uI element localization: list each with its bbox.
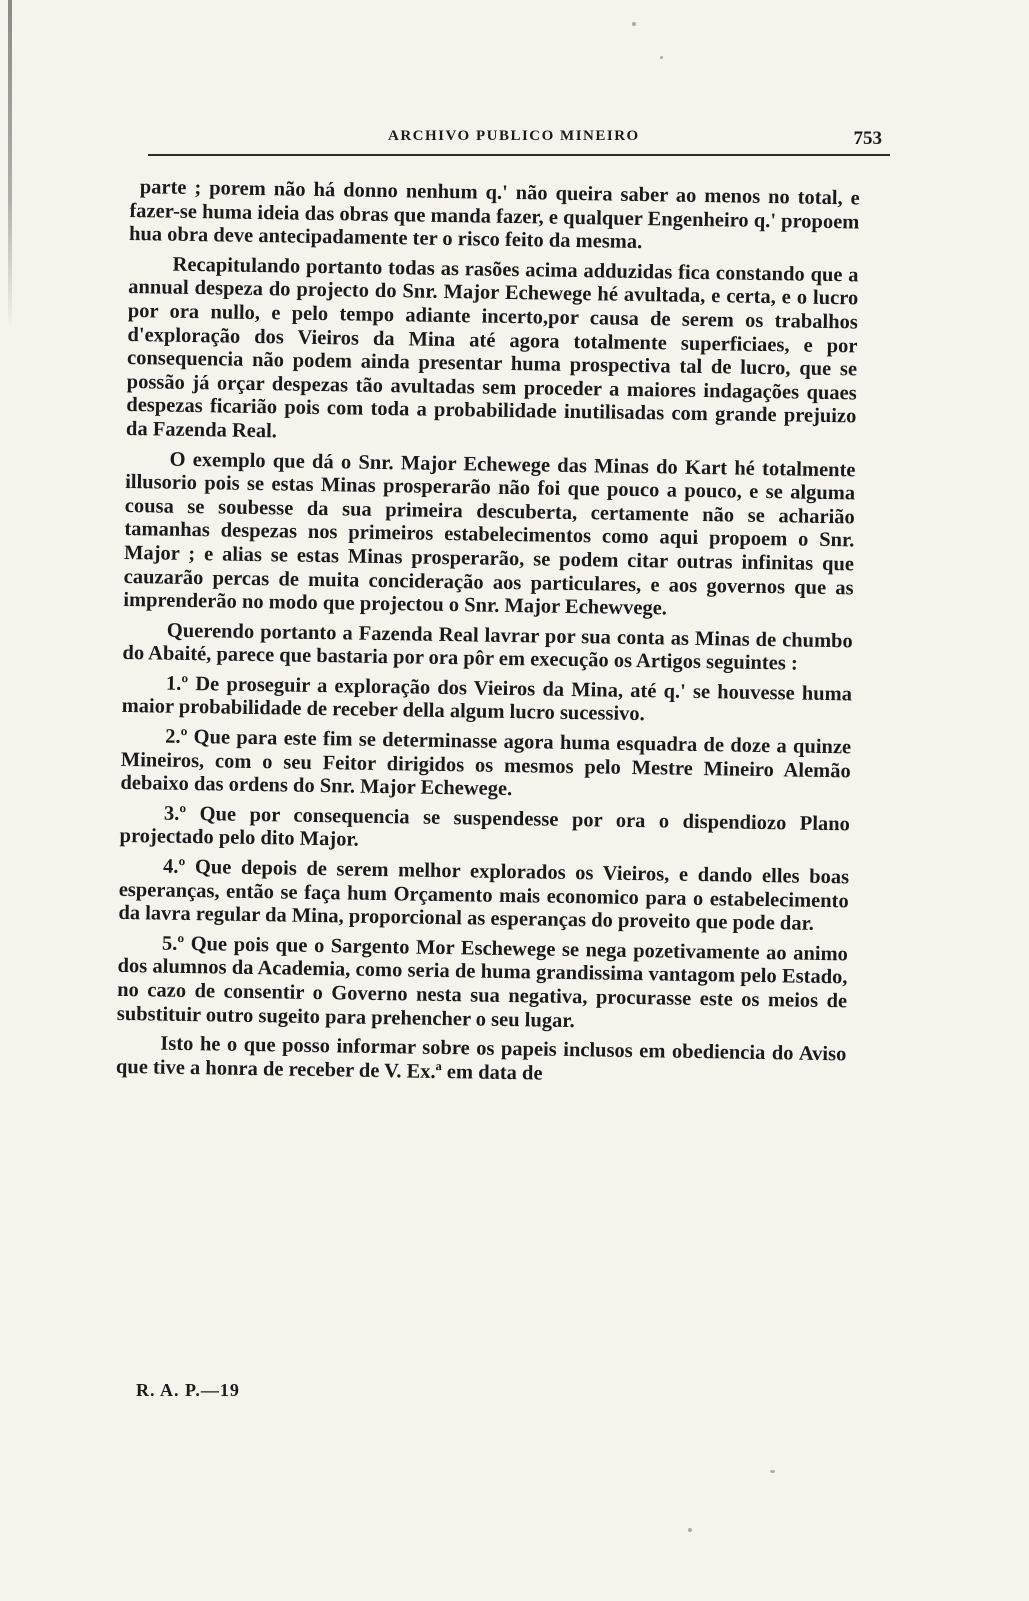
paragraph-recapitulation: Recapitulando portanto todas as rasões acima adduzidas fica constando que a annual despeza do projecto do Snr. Major Echewege hé avultada, e certa, e o lucro por ora nullo, e pelo tempo adiante incerto,por causa de serem os trabalhos d'exploração dos Vieiros da Mina até agora totalmente superficiaes, e por consequencia não podem ainda presentar huma prospectiva tal de lucro, que se possão já orçar despezas tão avultadas sem proceder a maiores indagações quaes despezas ficarião pois com toda a probabilidade inutilisadas com grande prejuizo da Fazenda Real. <box>125 253 859 443</box>
scan-speck <box>688 1528 692 1532</box>
article-5: 5.º Que pois que o Sargento Mor Eschewege se nega pozetivamente ao animo dos alumnos da Academia, como seria de huma grandissima vantagom pelo Estado, no cazo de consentir o Governo nesta sua negativa, procurasse este os meios de substituir outro sugeito para prehencher o seu lugar. <box>116 932 849 1032</box>
article-1: 1.º De proseguir a exploração dos Vieiros da Mina, até q.' se houvesse huma maior probabilidade de receber della algum lucro sucessivo. <box>121 672 853 726</box>
footer-signature: R. A. P.—19 <box>136 1380 240 1400</box>
article-4: 4.º Que depois de serem melhor explorados os Vieiros, e dando elles boas esperanças, então se faça hum Orçamento mais economico para o estabelecimento da lavra regular da Mina, proporcional as esperanças do proveito que pode dar. <box>118 855 850 936</box>
running-title: ARCHIVO PUBLICO MINEIRO <box>388 128 640 144</box>
scan-speck <box>632 22 636 26</box>
document-body <box>116 176 860 1097</box>
paragraph-closing: Isto he o que posso informar sobre os papeis inclusos em obediencia do Aviso que tive a honra de receber de V. Ex.ª em data de <box>115 1032 847 1085</box>
header-rule <box>148 154 890 156</box>
scan-speck <box>770 1470 775 1473</box>
paragraph-continuation: parte ; porem não há donno nenhum q.' não queira saber ao menos no total, e fazer-se huma ideia das obras que manda fazer, e qualquer Engenheiro q.' propoem hua obra deve antecipadamente ter o risco feito da mesma. <box>128 176 860 254</box>
page-header <box>148 128 890 162</box>
page-number: 753 <box>853 128 882 149</box>
article-3: 3.º Que por consequencia se suspendesse por ora o dispendiozo Plano projectado pelo dito Major. <box>119 802 851 852</box>
paragraph-proposal-intro: Querendo portanto a Fazenda Real lavrar por sua conta as Minas de chumbo do Abaité, parece que bastaria por ora pôr em execução os Artigos seguintes : <box>122 619 853 675</box>
scan-speck <box>660 56 663 59</box>
scan-edge-shadow <box>8 0 12 330</box>
article-2: 2.º Que para este fim se determinasse agora huma esquadra de doze a quinze Mineiros, com o seu Feitor dirigidos os mesmos pelo Mestre Mineiro Alemão debaixo das ordens do Snr. Major Echewege. <box>120 725 852 801</box>
paragraph-example-kart: O exemplo que dá o Snr. Major Echewege das Minas do Kart hé totalmente illusorio pois se estas Minas prosperarão não foi que pouco a pouco, e se alguma cousa se soubesse da sua primeira descuberta, certamente não se acharião tamanhas despezas nos primeiros estabelecimentos como aqui propoem o Snr. Major ; e alias se estas Minas prosperarão, se podem citar outras infinitas que cauzarão percas de muita concideração aos particulares, e aos governos que as imprenderão no modo que projectou o Snr. Major Echewvege. <box>123 448 856 620</box>
